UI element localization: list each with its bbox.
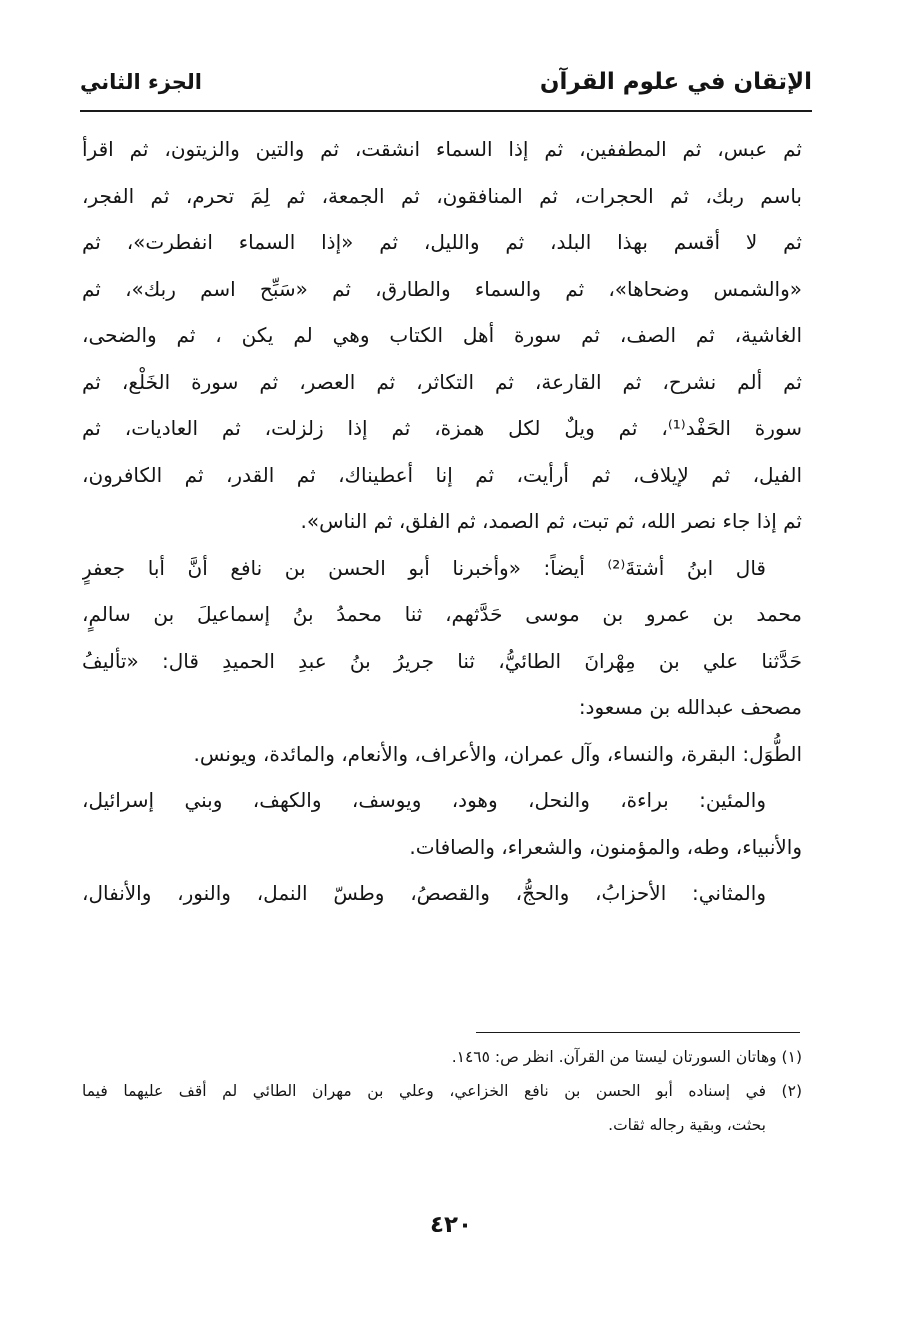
text-line: «والشمس وضحاها»، ثم والسماء والطارق، ثم «سَبِّح اسم ربك»، ثم (82, 276, 802, 301)
text-line: باسم ربك، ثم الحجرات، ثم المنافقون، ثم الجمعة، ثم لِمَ تحرم، ثم الفجر، (82, 183, 802, 208)
footnote: (١) وهاتان السورتان ليستا من القرآن. انظر ص: ١٤٦٥. (451, 1048, 802, 1066)
text-line: والأنبياء، وطه، والمؤمنون، والشعراء، والصافات. (409, 834, 802, 859)
footnote-rule (476, 1032, 800, 1033)
text-line: ثم لا أقسم بهذا البلد، ثم والليل، ثم «إذا السماء انفطرت»، ثم (82, 230, 802, 254)
text-line: والمثاني: الأحزابُ، والحجُّ، والقصصُ، وطسّ النمل، والنور، والأنفال، (82, 881, 766, 905)
footnote: (٢) في إسناده أبو الحسن بن نافع الخزاعي، وعلي بن مهران الطائي لم أقف عليهما فيما (82, 1082, 802, 1100)
text-line: قال ابنُ أشتةَ⁽²⁾ أيضاً: «وأخبرنا أبو الحسن بن نافع أنَّ أبا جعفرٍ (82, 555, 766, 580)
main-text (82, 126, 802, 917)
text-line: سورة الحَفْد⁽¹⁾، ثم ويلٌ لكل همزة، ثم إذا زلزلت، ثم العاديات، ثم (82, 416, 802, 440)
text-line: الغاشية، ثم الصف، ثم سورة أهل الكتاب وهي لم يكن ، ثم والضحى، (82, 323, 802, 347)
running-header (80, 58, 812, 106)
text-line: ثم إذا جاء نصر الله، ثم تبت، ثم الصمد، ثم الفلق، ثم الناس». (300, 509, 802, 533)
text-line: الفيل، ثم لإيلاف، ثم أرأيت، ثم إنا أعطيناك، ثم القدر، ثم الكافرون، (82, 462, 802, 487)
text-line: ثم ألم نشرح، ثم القارعة، ثم التكاثر، ثم العصر، ثم سورة الخَلْع، ثم (82, 369, 802, 394)
text-line: ثم عبس، ثم المطففين، ثم إذا السماء انشقت، ثم والتين والزيتون، ثم اقرأ (82, 137, 802, 161)
part-label: الجزء الثاني (80, 70, 203, 94)
text-line: مصحف عبدالله بن مسعود: (578, 695, 802, 719)
book-title: الإتقان في علوم القرآن (539, 69, 812, 95)
text-line: الطُّوَل: البقرة، والنساء، وآل عمران، والأعراف، والأنعام، والمائدة، ويونس. (193, 741, 802, 766)
text-line: محمد بن عمرو بن موسى حَدَّثهم، ثنا محمدُ بنُ إسماعيلَ بن سالمٍ، (82, 602, 802, 626)
text-line: حَدَّثنا علي بن مِهْرانَ الطائيُّ، ثنا جريرُ بنُ عبدِ الحميدِ قال: «تأليفُ (82, 648, 802, 673)
text-line: والمئين: براءة، والنحل، وهود، ويوسف، والكهف، وبني إسرائيل، (82, 788, 766, 812)
footnote-continuation: بحثت، وبقية رجاله ثقات. (608, 1116, 766, 1134)
page-number: ٤٢٠ (429, 1212, 473, 1238)
footnotes (82, 1040, 802, 1142)
header-rule (80, 110, 812, 112)
